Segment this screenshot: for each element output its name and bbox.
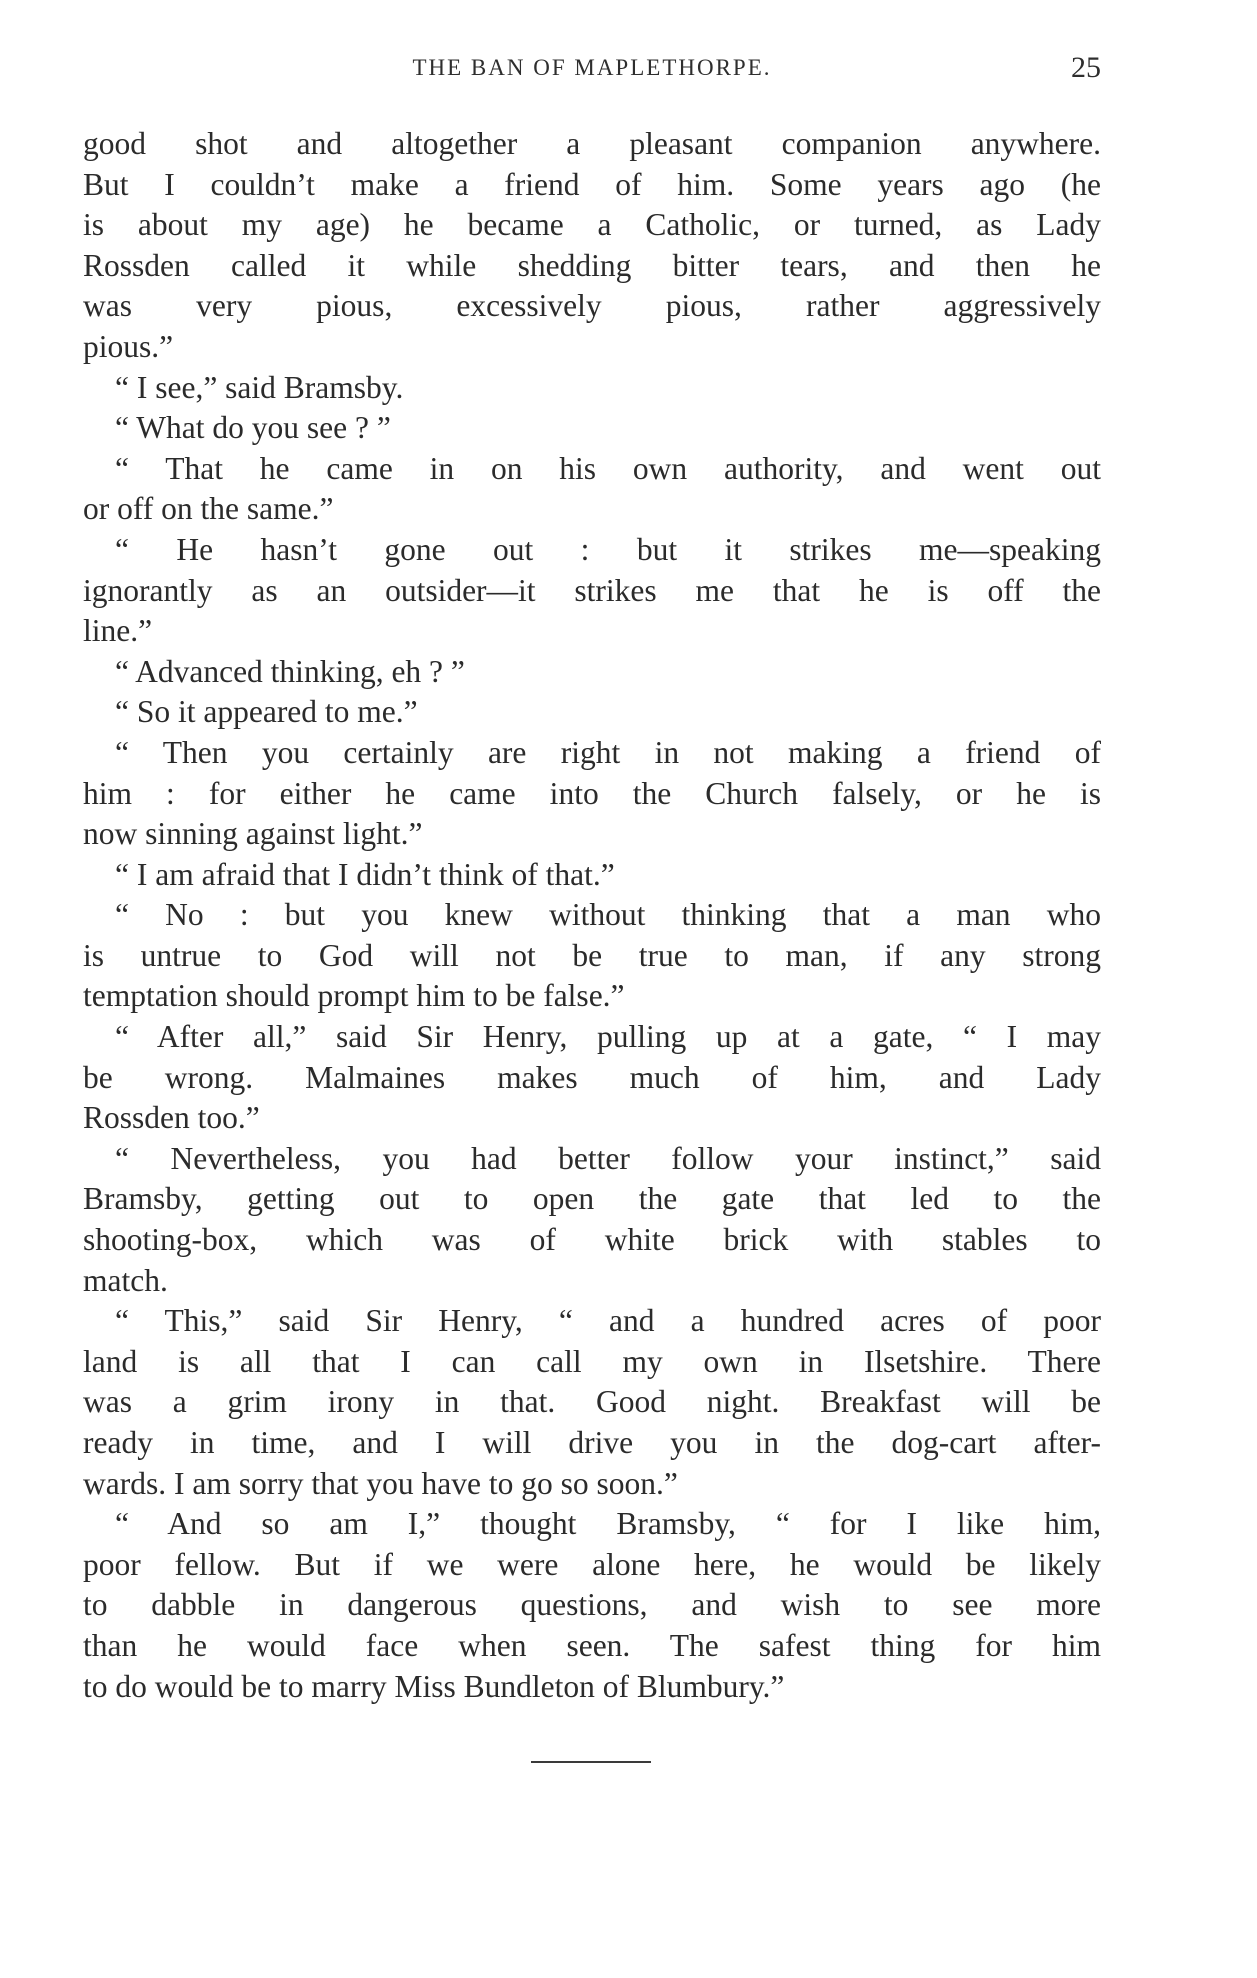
text-line: line.”	[83, 613, 153, 649]
text-line: land is all that I can call my own in Ilsetshire. There	[83, 1343, 1101, 1379]
text-line: is about my age) he became a Catholic, or turned, as Lady	[83, 207, 1101, 243]
text-line: temptation should prompt him to be false.”	[83, 978, 625, 1014]
text-line: pious.”	[83, 328, 174, 364]
text-line: “ I see,” said Bramsby.	[115, 369, 404, 405]
text-line: “ Advanced thinking, eh ? ”	[115, 653, 465, 689]
text-line: than he would face when seen. The safest thing for him	[83, 1627, 1101, 1663]
text-line: “ He hasn’t gone out : but it strikes me—speaking	[115, 531, 1101, 567]
text-line: “ What do you see ? ”	[115, 410, 391, 446]
text-line: Bramsby, getting out to open the gate that led to the	[83, 1181, 1101, 1217]
text-line: is untrue to God will not be true to man, if any strong	[83, 937, 1101, 973]
text-line: Rossden too.”	[83, 1100, 260, 1136]
text-line: Rossden called it while shedding bitter tears, and then he	[83, 247, 1101, 283]
text-line: was very pious, excessively pious, rather aggressively	[83, 288, 1101, 324]
text-line: “ This,” said Sir Henry, “ and a hundred acres of poor	[115, 1303, 1101, 1339]
running-head	[83, 48, 1101, 88]
text-line: ignorantly as an outsider—it strikes me that he is off the	[83, 572, 1101, 608]
text-line: shooting-box, which was of white brick with stables to	[83, 1222, 1101, 1258]
text-line: “ I am afraid that I didn’t think of that.”	[115, 856, 615, 892]
text-line: be wrong. Malmaines makes much of him, and Lady	[83, 1059, 1101, 1095]
text-line: him : for either he came into the Church falsely, or he is	[83, 775, 1101, 811]
text-line: was a grim irony in that. Good night. Breakfast will be	[83, 1384, 1101, 1420]
text-line: to do would be to marry Miss Bundleton of Blumbury.”	[83, 1668, 785, 1704]
text-line: ready in time, and I will drive you in the dog-cart after-	[83, 1425, 1101, 1460]
text-line: now sinning against light.”	[83, 816, 423, 852]
text-line: to dabble in dangerous questions, and wish to see more	[83, 1587, 1101, 1623]
text-line: “ Nevertheless, you had better follow your instinct,” said	[115, 1140, 1101, 1176]
text-line: “ After all,” said Sir Henry, pulling up at a gate, “ I may	[115, 1019, 1101, 1055]
section-end-rule	[531, 1761, 651, 1763]
running-title: THE BAN OF MAPLETHORPE.	[412, 55, 772, 80]
text-line: match.	[83, 1262, 168, 1298]
text-line: poor fellow. But if we were alone here, he would be likely	[83, 1546, 1101, 1582]
text-line: “ And so am I,” thought Bramsby, “ for I like him,	[115, 1506, 1101, 1542]
text-line: But I couldn’t make a friend of him. Some years ago (he	[83, 166, 1101, 202]
text-line: “ No : but you knew without thinking that a man who	[115, 897, 1101, 933]
text-line: “ So it appeared to me.”	[115, 694, 418, 730]
page-number: 25	[1071, 51, 1101, 84]
text-line: “ That he came in on his own authority, and went out	[115, 450, 1101, 486]
text-line: good shot and altogether a pleasant companion anywhere.	[83, 126, 1101, 161]
text-line: wards. I am sorry that you have to go so soon.”	[83, 1465, 678, 1501]
text-line: “ Then you certainly are right in not making a friend of	[115, 734, 1101, 770]
text-line: or off on the same.”	[83, 491, 334, 527]
body-text	[83, 124, 1101, 1707]
